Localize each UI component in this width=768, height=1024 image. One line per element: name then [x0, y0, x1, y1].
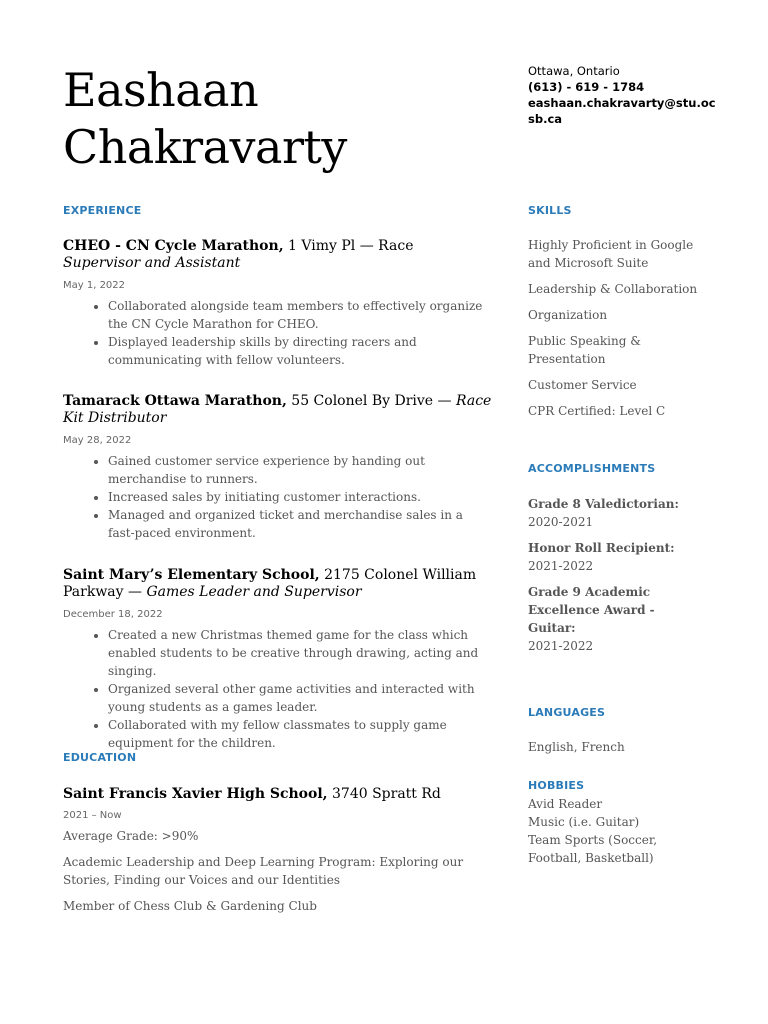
- job-bullets: [63, 626, 493, 752]
- contact-block: [528, 63, 718, 127]
- job-org: Saint Mary’s Elementary School,: [63, 567, 320, 583]
- job-place: 2175 Colonel William Parkway —: [63, 567, 477, 600]
- skills-heading: SKILLS: [528, 204, 572, 217]
- job-date: May 28, 2022: [63, 435, 132, 446]
- skill-item: Organization: [528, 308, 608, 322]
- skills-list: [528, 236, 698, 428]
- clubs: Member of Chess Club & Gardening Club: [63, 899, 317, 913]
- job-bullet: • Collaborated with my fellow classmates to supply game equipment for the children.: [108, 716, 493, 752]
- job-role: Supervisor and Assistant: [63, 255, 241, 271]
- name-first: Eashaan: [63, 63, 259, 117]
- skill-item: Leadership & Collaboration: [528, 282, 698, 296]
- hobby-item: Avid Reader: [528, 797, 603, 811]
- job-date: December 18, 2022: [63, 609, 163, 620]
- accomplishment-title: Grade 8 Valedictorian:: [528, 497, 679, 511]
- experience-item: [63, 567, 493, 752]
- hobbies-list: [528, 795, 698, 867]
- name-last: Chakravarty: [63, 120, 347, 174]
- accomplishment-item: [528, 539, 698, 575]
- accomplishment-years: 2020-2021: [528, 515, 594, 529]
- job-role: Race Kit Distributor: [63, 393, 492, 426]
- job-title: [63, 238, 493, 272]
- education-heading: EDUCATION: [63, 751, 137, 764]
- job-bullet: • Increased sales by initiating customer interactions.: [108, 488, 493, 506]
- languages-value: English, French: [528, 740, 625, 754]
- job-org: CHEO - CN Cycle Marathon,: [63, 238, 284, 254]
- experience-heading: EXPERIENCE: [63, 204, 142, 217]
- location: Ottawa, Ontario: [528, 64, 620, 78]
- accomplishment-item: [528, 583, 698, 655]
- accomplishments-list: [528, 495, 698, 663]
- job-date: May 1, 2022: [63, 280, 126, 291]
- job-title: [63, 393, 493, 427]
- school-date: 2021 – Now: [63, 810, 122, 821]
- accomplishment-years: 2021-2022: [528, 559, 594, 573]
- job-bullet: • Displayed leadership skills by directing racers and communicating with fellow volunteers.: [108, 333, 493, 369]
- skill-item: Customer Service: [528, 378, 637, 392]
- job-place: 1 Vimy Pl — Race: [283, 238, 414, 254]
- school-address: 3740 Spratt Rd: [327, 786, 441, 802]
- job-bullet: • Managed and organized ticket and merchandise sales in a fast-paced environment.: [108, 506, 493, 542]
- accomplishments-heading: ACCOMPLISHMENTS: [528, 462, 656, 475]
- job-bullets: [63, 452, 493, 542]
- school-name: Saint Francis Xavier High School,: [63, 786, 328, 802]
- accomplishment-years: 2021-2022: [528, 639, 594, 653]
- candidate-name: [63, 62, 483, 176]
- school-title: [63, 786, 493, 803]
- accomplishment-item: [528, 495, 698, 531]
- program: Academic Leadership and Deep Learning Program: Exploring our Stories, Finding our Voices and our Identities: [63, 855, 464, 887]
- hobbies-heading: HOBBIES: [528, 779, 585, 792]
- languages-heading: LANGUAGES: [528, 706, 606, 719]
- hobby-item: Team Sports (Soccer, Football, Basketball): [528, 833, 658, 865]
- job-bullets: [63, 297, 493, 369]
- job-bullet: • Created a new Christmas themed game for the class which enabled students to be creative through drawing, acting and singing.: [108, 626, 493, 680]
- job-bullet: • Gained customer service experience by handing out merchandise to runners.: [108, 452, 493, 488]
- phone: (613) - 619 - 1784: [528, 80, 645, 94]
- job-role: Games Leader and Supervisor: [146, 584, 362, 600]
- email: eashaan.chakravarty@stu.ocsb.ca: [528, 96, 716, 126]
- experience-item: [63, 393, 493, 542]
- job-org: Tamarack Ottawa Marathon,: [63, 393, 287, 409]
- job-place: 55 Colonel By Drive —: [286, 393, 456, 409]
- accomplishment-title: Honor Roll Recipient:: [528, 541, 675, 555]
- skill-item: CPR Certified: Level C: [528, 404, 666, 418]
- average-grade: Average Grade: >90%: [63, 829, 199, 843]
- job-title: [63, 567, 493, 601]
- hobby-item: Music (i.e. Guitar): [528, 815, 640, 829]
- job-bullet: • Collaborated alongside team members to effectively organize the CN Cycle Marathon for CHEO.: [108, 297, 493, 333]
- skill-item: Highly Proficient in Google and Microsoft Suite: [528, 238, 694, 270]
- skill-item: Public Speaking & Presentation: [528, 334, 641, 366]
- education-item: [63, 786, 493, 915]
- job-bullet: • Organized several other game activities and interacted with young students as a games leader.: [108, 680, 493, 716]
- accomplishment-title: Grade 9 Academic Excellence Award - Guitar:: [528, 585, 655, 635]
- experience-item: [63, 238, 493, 369]
